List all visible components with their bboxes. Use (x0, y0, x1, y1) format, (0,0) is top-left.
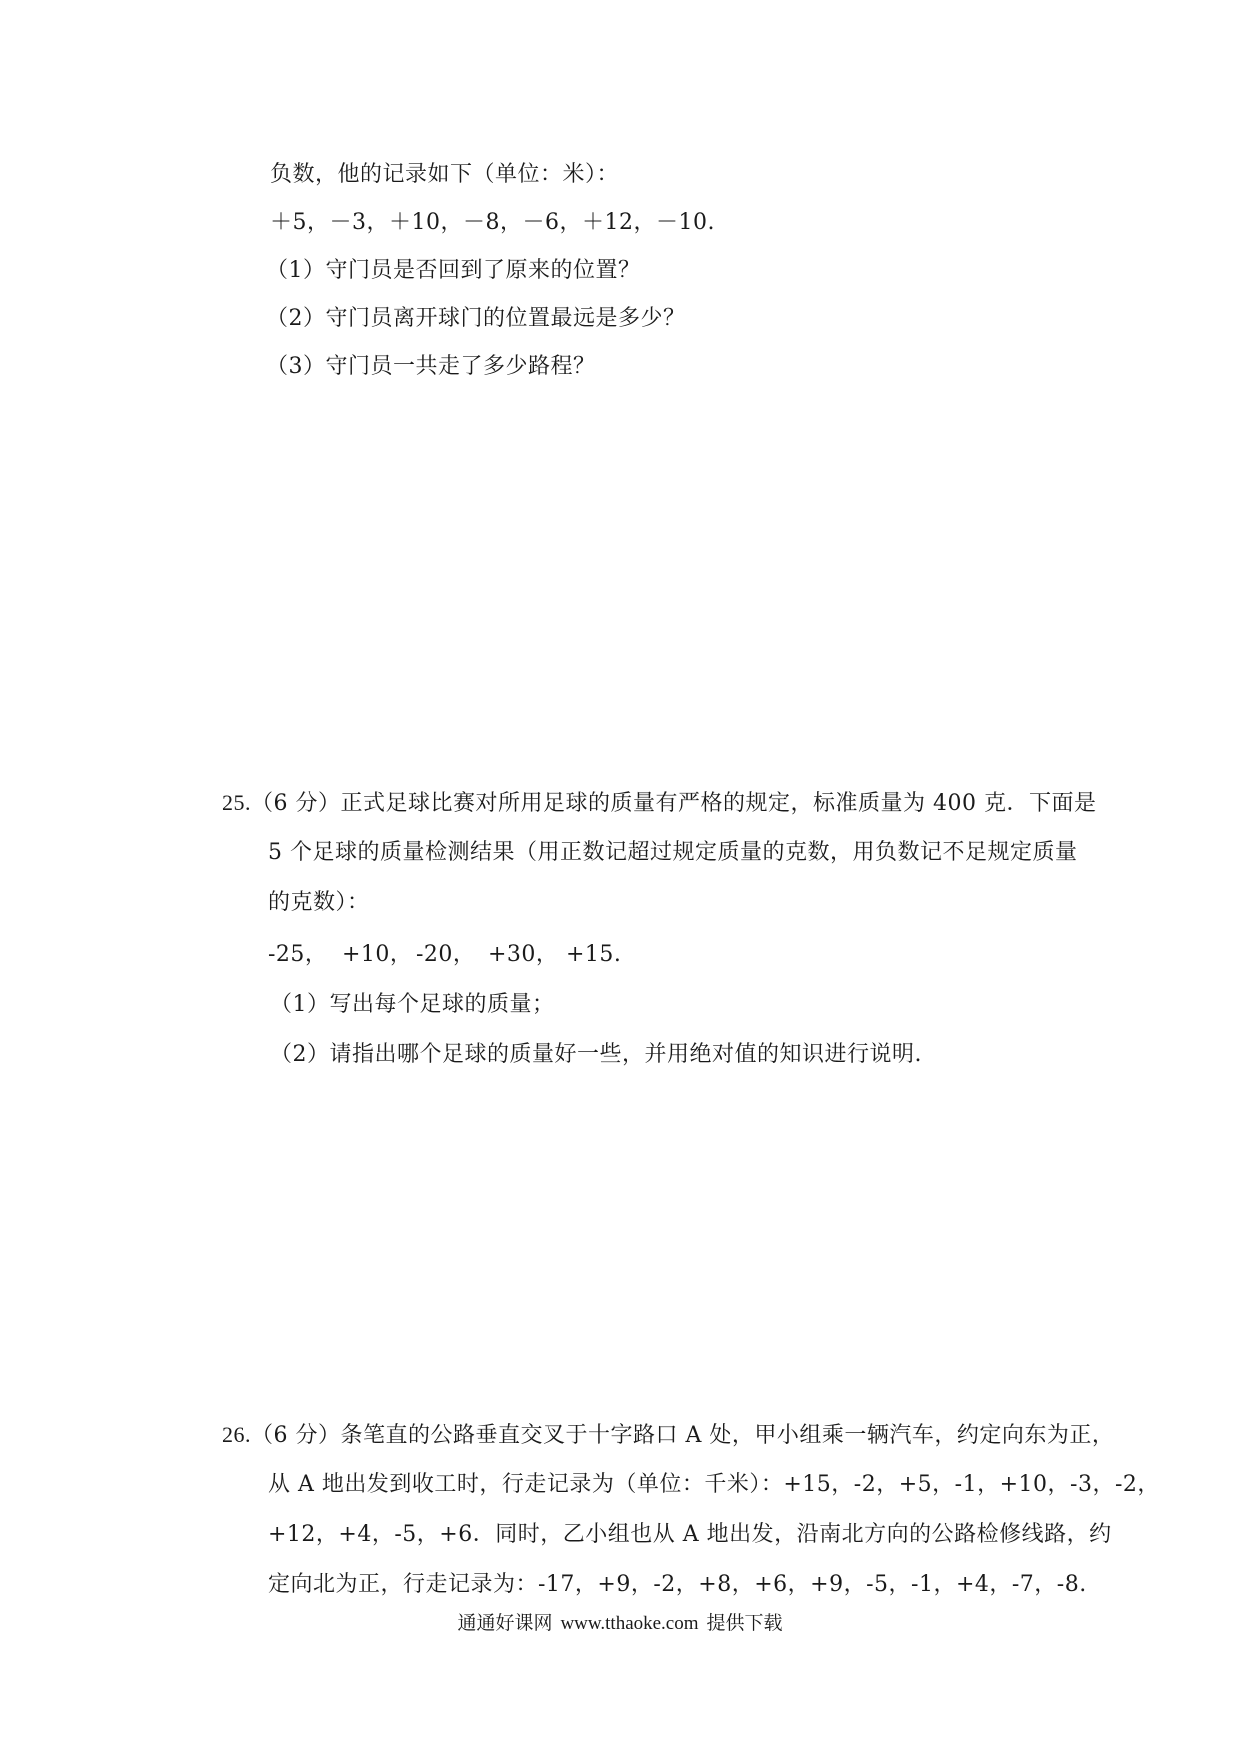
q25-text-1: （6 分）正式足球比赛对所用足球的质量有严格的规定，标准质量为 400 克．下面是 (251, 791, 1097, 816)
footer-url[interactable]: www.tthaoke.com (560, 1613, 699, 1634)
q26-line-3: +12，+4，-5，+6．同时，乙小组也从 A 地出发，沿南北方向的公路检修线路，约 (268, 1522, 1112, 1547)
q25-value-4: +30， (488, 942, 559, 967)
q26-text-1: （6 分）条笔直的公路垂直交叉于十字路口 A 处，甲小组乘一辆汽车，约定向东为正， (251, 1423, 1115, 1448)
q24-subquestion-3: （3）守门员一共走了多少路程？ (266, 354, 596, 379)
q26-line-4: 定向北为正，行走记录为：-17，+9，-2，+8，+6，+9，-5，-1，+4，-7，-8. (268, 1572, 1087, 1597)
q25-subquestion-1: （1）写出每个足球的质量； (270, 992, 555, 1017)
footer-site-name: 通通好课网 (457, 1612, 553, 1634)
q25-line-1 (222, 788, 1096, 819)
footer-suffix: 提供下载 (706, 1612, 783, 1634)
q25-subquestion-2: （2）请指出哪个足球的质量好一些，并用绝对值的知识进行说明. (270, 1042, 922, 1067)
q25-line-2: 5 个足球的质量检测结果（用正数记超过规定质量的克数，用负数记不足规定质量 (268, 840, 1078, 865)
q26-line-1 (222, 1420, 1114, 1451)
q26-line-2: 从 A 地出发到收工时，行走记录为（单位：千米）：+15，-2，+5，-1，+10，-3，-2， (268, 1472, 1160, 1497)
q24-record-values: ＋5，－3，＋10，－8，－6，＋12，－10. (270, 210, 715, 235)
q25-value-2: +10， (342, 942, 413, 967)
q25-value-5: +15. (566, 942, 622, 967)
q25-values-row (268, 940, 621, 970)
page-footer (0, 1608, 1240, 1635)
q26-number: 26. (222, 1422, 251, 1447)
q24-line-1: 负数，他的记录如下（单位：米）： (270, 162, 620, 187)
q24-subquestion-1: （1）守门员是否回到了原来的位置？ (266, 258, 641, 283)
q25-value-1: -25， (268, 942, 328, 967)
q25-number: 25. (222, 790, 251, 815)
q24-subquestion-2: （2）守门员离开球门的位置最远是多少？ (266, 306, 686, 331)
q25-value-3: -20， (416, 942, 476, 967)
q25-line-3: 的克数）： (268, 890, 370, 915)
